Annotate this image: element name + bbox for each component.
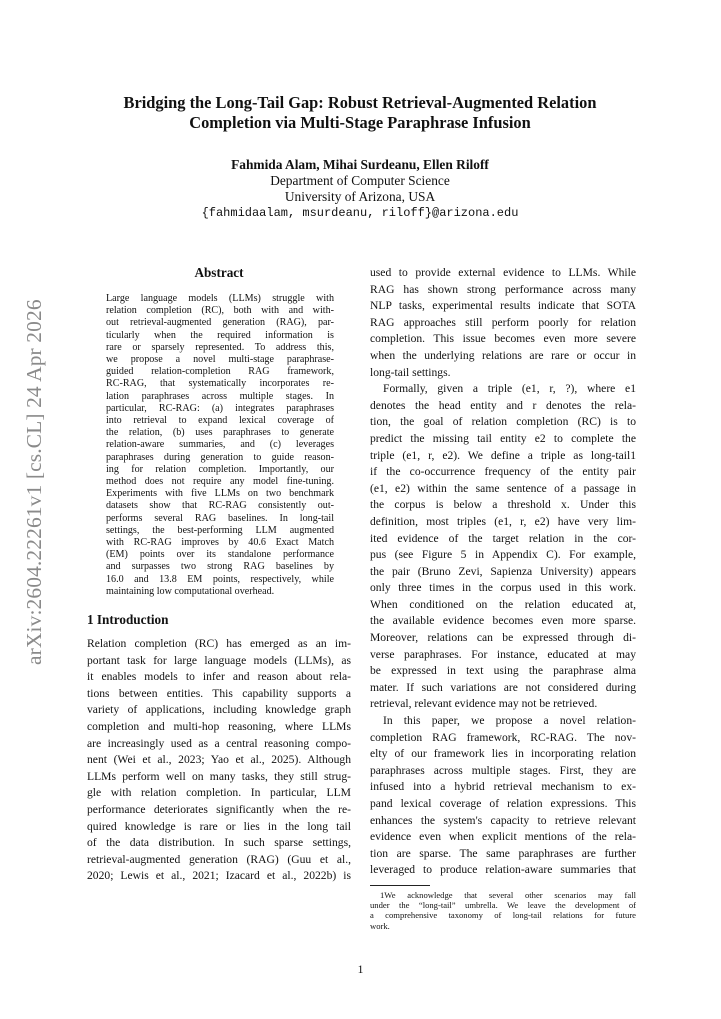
body-line: pand lexical coverage of relation expressions. This xyxy=(370,797,636,810)
right-column xyxy=(370,265,636,931)
paper-title xyxy=(90,93,630,133)
abstract-line: into retrieval to expand lexical coverage of xyxy=(106,415,334,427)
title-line-1: Bridging the Long-Tail Gap: Robust Retrieval-Augmented Relation xyxy=(123,93,597,112)
author-names: Fahmida Alam, Mihai Surdeanu, Ellen Riloff xyxy=(231,157,489,172)
body-line: the pair (Bruno Zevi, Sapienza University) appears xyxy=(370,564,636,578)
body-line: if the co-occurrence frequency of the entity pair xyxy=(370,465,636,479)
abstract-line: RC-RAG, that systematically incorporates re- xyxy=(106,378,334,390)
arxiv-identifier: arXiv:2604.22261v1 [cs.CL] 24 Apr 2026 xyxy=(22,299,46,665)
body-line: retrieval, relevant evidence may not be retrieved. xyxy=(370,697,598,711)
body-line: used to provide external evidence to LLMs. While xyxy=(370,266,636,279)
body-line: Formally, given a triple (e1, r, ?), where e1 xyxy=(383,382,636,396)
body-line: predict the missing tail entity e2 to complete the xyxy=(370,431,636,445)
intro-line: are increasingly used as a central reasoning compo- xyxy=(87,736,351,750)
intro-line: of the data distribution. In such sparse settings, xyxy=(87,836,351,850)
body-line: When conditioned on the relation educated at, xyxy=(370,597,636,611)
abstract-line: performs several RAG baselines. In long-tail xyxy=(106,512,334,524)
body-line: completion. This issue becomes even more severe xyxy=(370,332,636,346)
body-line: (e1, e2) within the same sentence of a passage in xyxy=(370,481,636,495)
body-line: RAG approaches still perform poorly for relation xyxy=(370,315,636,329)
abstract-line: and surpasses two strong RAG baselines by xyxy=(106,561,334,573)
footnote xyxy=(370,890,636,931)
intro-line: completion and multi-hop reasoning, where LLMs xyxy=(87,720,351,734)
body-line: triple (e1, r, e2). We define a triple as long-tail1 xyxy=(370,448,636,462)
intro-line: it enables models to infer and reason about rela- xyxy=(87,670,351,684)
abstract-line: 16.0 and 13.8 EM points, respectively, while xyxy=(106,573,334,585)
intro-line: performance deteriorates significantly when the re- xyxy=(87,803,351,817)
intro-line: LLMs perform well on many tasks, they still strug- xyxy=(87,769,351,783)
intro-line: 2020; Lewis et al., 2021; Izacard et al., 2022b) is xyxy=(87,869,351,883)
abstract-body xyxy=(106,293,334,598)
abstract-line: guided relation-completion RAG framework, xyxy=(106,366,334,378)
body-line: tion, the goal of relation completion (RC) is to xyxy=(370,415,636,429)
body-line: leveraged to produce relation-aware summaries that xyxy=(370,863,636,877)
body-line: mater. If such variations are not considered during xyxy=(370,680,636,694)
body-line: when the underlying relations are rare or occur in xyxy=(370,348,636,362)
intro-line: retrieval-augmented generation (RAG) (Guu et al., xyxy=(87,852,351,866)
intro-line: Relation completion (RC) has emerged as an im- xyxy=(87,637,351,651)
abstract-line: rare or sparsely represented. To address this, xyxy=(106,341,334,353)
footnote-line: under the “long-tail” umbrella. We leave the development of xyxy=(370,900,636,911)
body-line: pus (see Figure 5 in Appendix C). For example, xyxy=(370,548,636,562)
body-line: NLP tasks, experimental results indicate that SOTA xyxy=(370,299,636,313)
body-line: infused into a hybrid retrieval mechanism to ex- xyxy=(370,780,636,794)
abstract-line: method does not require any model fine-tuning. xyxy=(106,476,334,488)
abstract-line: settings, the best-performing LLM augmented xyxy=(106,524,334,536)
abstract-line: datasets show that RC-RAG consistently out- xyxy=(106,500,334,512)
body-line: only three times in the corpus used in this work. xyxy=(370,581,636,595)
author-department: Department of Computer Science xyxy=(270,173,450,188)
footnote-line: work. xyxy=(370,920,390,931)
page-number: 1 xyxy=(357,962,364,976)
introduction-body xyxy=(87,636,351,885)
intro-line: portant task for large language models (LLMs), as xyxy=(87,653,351,667)
body-line: enhances the system's capacity to retrieve relevant xyxy=(370,813,636,827)
abstract-line: particular, RC-RAG: (a) integrates paraphrases xyxy=(106,402,334,414)
body-line: definition, most triples (e1, r, e2) have very lim- xyxy=(370,514,636,528)
abstract-line: ing for relation completion. Importantly, our xyxy=(106,463,334,475)
intro-line: tions between entities. This capability supports a xyxy=(87,686,351,700)
abstract-line: paraphrases during generation to guide reason- xyxy=(106,451,334,463)
body-line: paraphrases across multiple stages. First, they are xyxy=(370,763,636,777)
body-line: the corpus is below a threshold x. Under this xyxy=(370,498,636,512)
body-line: completion RAG framework, RC-RAG. The nov- xyxy=(370,730,636,744)
intro-line: nent (Wei et al., 2023; Yao et al., 2025). Although xyxy=(87,753,351,767)
footnote-divider xyxy=(370,885,430,886)
author-block xyxy=(90,157,630,221)
title-line-2: Completion via Multi-Stage Paraphrase Infusion xyxy=(189,113,531,132)
body-line: long-tail settings. xyxy=(370,365,451,379)
right-column-body xyxy=(370,265,636,879)
author-emails: {fahmidaalam, msurdeanu, riloff}@arizona.edu xyxy=(201,206,519,220)
abstract-line: maintaining low computational overhead. xyxy=(106,585,275,597)
body-line: tion are sparse. The same paraphrases are further xyxy=(370,846,636,860)
body-line: ited evidence of the target relation in the cor- xyxy=(370,531,636,545)
abstract-line: Large language models (LLMs) struggle with xyxy=(106,293,334,304)
abstract-line: (EM) points over its standalone performance xyxy=(106,549,334,561)
footnote-line: 1We acknowledge that several other scenarios may fall xyxy=(380,889,636,900)
author-university: University of Arizona, USA xyxy=(284,189,436,204)
intro-line: gle with relation completion. In particular, LLM xyxy=(87,786,351,800)
abstract-line: lation paraphrases across multiple stages. In xyxy=(106,390,334,402)
abstract-line: out retrieval-augmented generation (RAG), par- xyxy=(106,317,334,329)
body-line: elty of our framework lies in incorporating relation xyxy=(370,747,636,761)
abstract-line: we propose a novel multi-stage paraphrase- xyxy=(106,354,334,366)
intro-line: variety of applications, including knowledge graph xyxy=(87,703,351,717)
body-line: verse paraphrases. For instance, educated at may xyxy=(370,647,636,661)
body-line: RAG has shown strong performance across many xyxy=(370,282,636,296)
body-line: In this paper, we propose a novel relation- xyxy=(383,714,636,728)
body-line: be expressed in text using the paraphrase alma xyxy=(370,664,636,678)
section-heading-introduction: 1 Introduction xyxy=(87,612,169,628)
body-line: Moreover, relations can be expressed through di- xyxy=(370,631,636,645)
abstract-heading: Abstract xyxy=(194,265,244,280)
abstract-line: relation-aware summaries, and (c) leverages xyxy=(106,439,334,451)
abstract-line: ticularly when the required information is xyxy=(106,329,334,341)
body-line: denotes the head entity and r denotes the rela- xyxy=(370,398,636,412)
footnote-line: a comprehensive taxonomy of long-tail relations for future xyxy=(370,910,636,921)
left-column xyxy=(87,265,351,885)
intro-line: quired knowledge is rare or lies in the long tail xyxy=(87,819,351,833)
abstract-line: relation completion (RC), both with and with- xyxy=(106,305,334,317)
body-line: the available evidence becomes even more sparse. xyxy=(370,614,636,628)
abstract-line: with RC-RAG improves by 40.6 Exact Match xyxy=(106,537,334,549)
abstract-line: Experiments with five LLMs on two benchmark xyxy=(106,488,334,500)
body-line: evidence even when explicit mentions of the rela- xyxy=(370,830,636,844)
abstract-line: the relation, (b) uses paraphrases to generate xyxy=(106,427,334,439)
